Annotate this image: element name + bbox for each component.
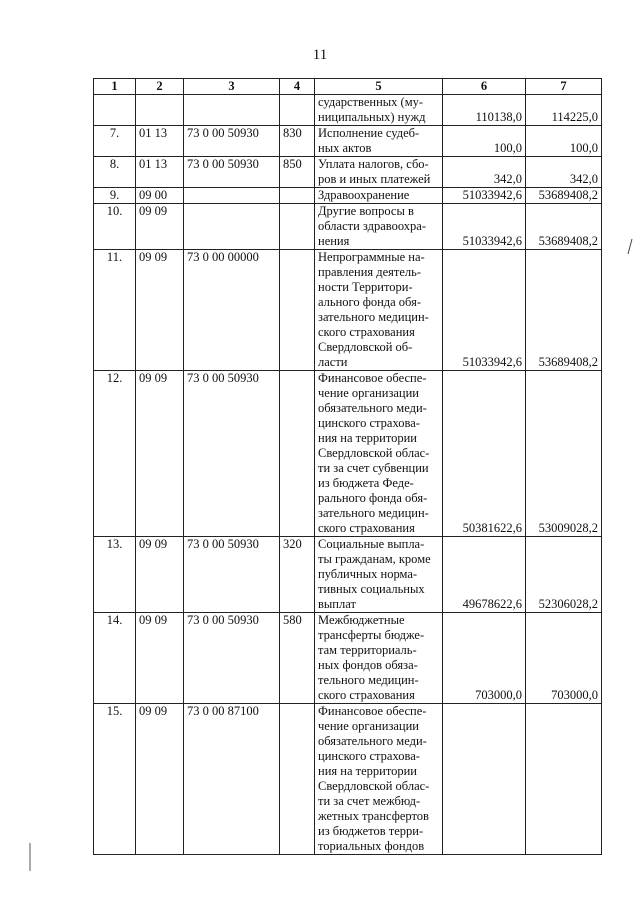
table-row bbox=[94, 188, 602, 204]
column-header: 4 bbox=[280, 79, 315, 95]
margin-mark-right bbox=[626, 238, 634, 256]
table-cell: 49678622,6 bbox=[443, 537, 526, 613]
table-cell: 342,0 bbox=[443, 157, 526, 188]
table-cell: 01 13 bbox=[136, 157, 184, 188]
table-cell: 09 00 bbox=[136, 188, 184, 204]
column-header: 3 bbox=[184, 79, 280, 95]
table-cell: 09 09 bbox=[136, 250, 184, 371]
table-cell bbox=[280, 704, 315, 855]
table-cell bbox=[184, 204, 280, 250]
table-cell: 09 09 bbox=[136, 371, 184, 537]
table-cell: 14. bbox=[94, 613, 136, 704]
table-cell: 01 13 bbox=[136, 126, 184, 157]
column-header: 1 bbox=[94, 79, 136, 95]
table-cell bbox=[280, 95, 315, 126]
table-cell: 09 09 bbox=[136, 613, 184, 704]
table-cell: Здравоохранение bbox=[315, 188, 443, 204]
column-header: 6 bbox=[443, 79, 526, 95]
margin-mark-left bbox=[28, 843, 32, 871]
table-cell: 09 09 bbox=[136, 204, 184, 250]
table-row bbox=[94, 95, 602, 126]
table-cell: Финансовое обеспе- чение организации обязательного меди- цинского страхова- ния на территории Свердловской облас- ти за счет субвенции из бюджета Феде- рального фонда обя- зательного медицин- ского страхования bbox=[315, 371, 443, 537]
table-cell: 703000,0 bbox=[443, 613, 526, 704]
table-cell bbox=[94, 95, 136, 126]
table-cell: 53689408,2 bbox=[526, 204, 602, 250]
table-cell bbox=[443, 704, 526, 855]
table-cell: 114225,0 bbox=[526, 95, 602, 126]
table-cell: 850 bbox=[280, 157, 315, 188]
table-cell: 342,0 bbox=[526, 157, 602, 188]
table-cell: 73 0 00 50930 bbox=[184, 371, 280, 537]
table-cell: 52306028,2 bbox=[526, 537, 602, 613]
table-cell: 09 09 bbox=[136, 704, 184, 855]
table-cell: Социальные выпла- ты гражданам, кроме публичных норма- тивных социальных выплат bbox=[315, 537, 443, 613]
table-cell: 110138,0 bbox=[443, 95, 526, 126]
table-cell bbox=[280, 188, 315, 204]
table-cell: Межбюджетные трансферты бюдже- там территориаль- ных фондов обяза- тельного медицин- ского страхования bbox=[315, 613, 443, 704]
table-cell: 73 0 00 50930 bbox=[184, 613, 280, 704]
column-header: 2 bbox=[136, 79, 184, 95]
table-cell: 13. bbox=[94, 537, 136, 613]
table-cell: Финансовое обеспе- чение организации обязательного меди- цинского страхова- ния на территории Свердловской облас- ти за счет межбюд- жетных трансфертов из бюджетов терри- ториальных фондов bbox=[315, 704, 443, 855]
table-cell bbox=[184, 95, 280, 126]
column-header: 7 bbox=[526, 79, 602, 95]
table-cell: 15. bbox=[94, 704, 136, 855]
table-cell: Исполнение судеб- ных актов bbox=[315, 126, 443, 157]
table-row bbox=[94, 613, 602, 704]
budget-table bbox=[93, 78, 602, 855]
table-row bbox=[94, 204, 602, 250]
table-header-row bbox=[94, 79, 602, 95]
table-cell: 830 bbox=[280, 126, 315, 157]
table-cell: 7. bbox=[94, 126, 136, 157]
table-cell bbox=[280, 250, 315, 371]
table-cell: 12. bbox=[94, 371, 136, 537]
table-cell: 11. bbox=[94, 250, 136, 371]
table-cell: Непрограммные на- правления деятель- ности Территори- ального фонда обя- зательного медицин- ского страхования Свердловской об- ласти bbox=[315, 250, 443, 371]
table-cell: Другие вопросы в области здравоохра- нения bbox=[315, 204, 443, 250]
table-cell: 10. bbox=[94, 204, 136, 250]
table-row bbox=[94, 250, 602, 371]
table-cell: 53689408,2 bbox=[526, 188, 602, 204]
table-cell bbox=[280, 204, 315, 250]
table-cell: 8. bbox=[94, 157, 136, 188]
table-row bbox=[94, 371, 602, 537]
table-cell: 100,0 bbox=[526, 126, 602, 157]
table-cell: 73 0 00 87100 bbox=[184, 704, 280, 855]
table-cell: 51033942,6 bbox=[443, 188, 526, 204]
table-cell: 703000,0 bbox=[526, 613, 602, 704]
table-cell: 53009028,2 bbox=[526, 371, 602, 537]
table-cell: 73 0 00 50930 bbox=[184, 537, 280, 613]
table-cell bbox=[280, 371, 315, 537]
table-cell: 580 bbox=[280, 613, 315, 704]
table-cell: сударственных (му- ниципальных) нужд bbox=[315, 95, 443, 126]
table-cell: 320 bbox=[280, 537, 315, 613]
table-cell: 73 0 00 00000 bbox=[184, 250, 280, 371]
table-cell bbox=[136, 95, 184, 126]
table-cell: 73 0 00 50930 bbox=[184, 157, 280, 188]
table-cell: 9. bbox=[94, 188, 136, 204]
table-body bbox=[94, 95, 602, 855]
table-row bbox=[94, 126, 602, 157]
table-cell: 100,0 bbox=[443, 126, 526, 157]
table-cell: 51033942,6 bbox=[443, 250, 526, 371]
table-cell: 09 09 bbox=[136, 537, 184, 613]
table-cell: 50381622,6 bbox=[443, 371, 526, 537]
table-row bbox=[94, 704, 602, 855]
table-cell: 51033942,6 bbox=[443, 204, 526, 250]
table-cell: 73 0 00 50930 bbox=[184, 126, 280, 157]
table-cell bbox=[526, 704, 602, 855]
table-cell bbox=[184, 188, 280, 204]
table-row bbox=[94, 537, 602, 613]
table-cell: Уплата налогов, сбо- ров и иных платежей bbox=[315, 157, 443, 188]
column-header: 5 bbox=[315, 79, 443, 95]
page-number: 11 bbox=[312, 47, 328, 63]
table-cell: 53689408,2 bbox=[526, 250, 602, 371]
table-row bbox=[94, 157, 602, 188]
